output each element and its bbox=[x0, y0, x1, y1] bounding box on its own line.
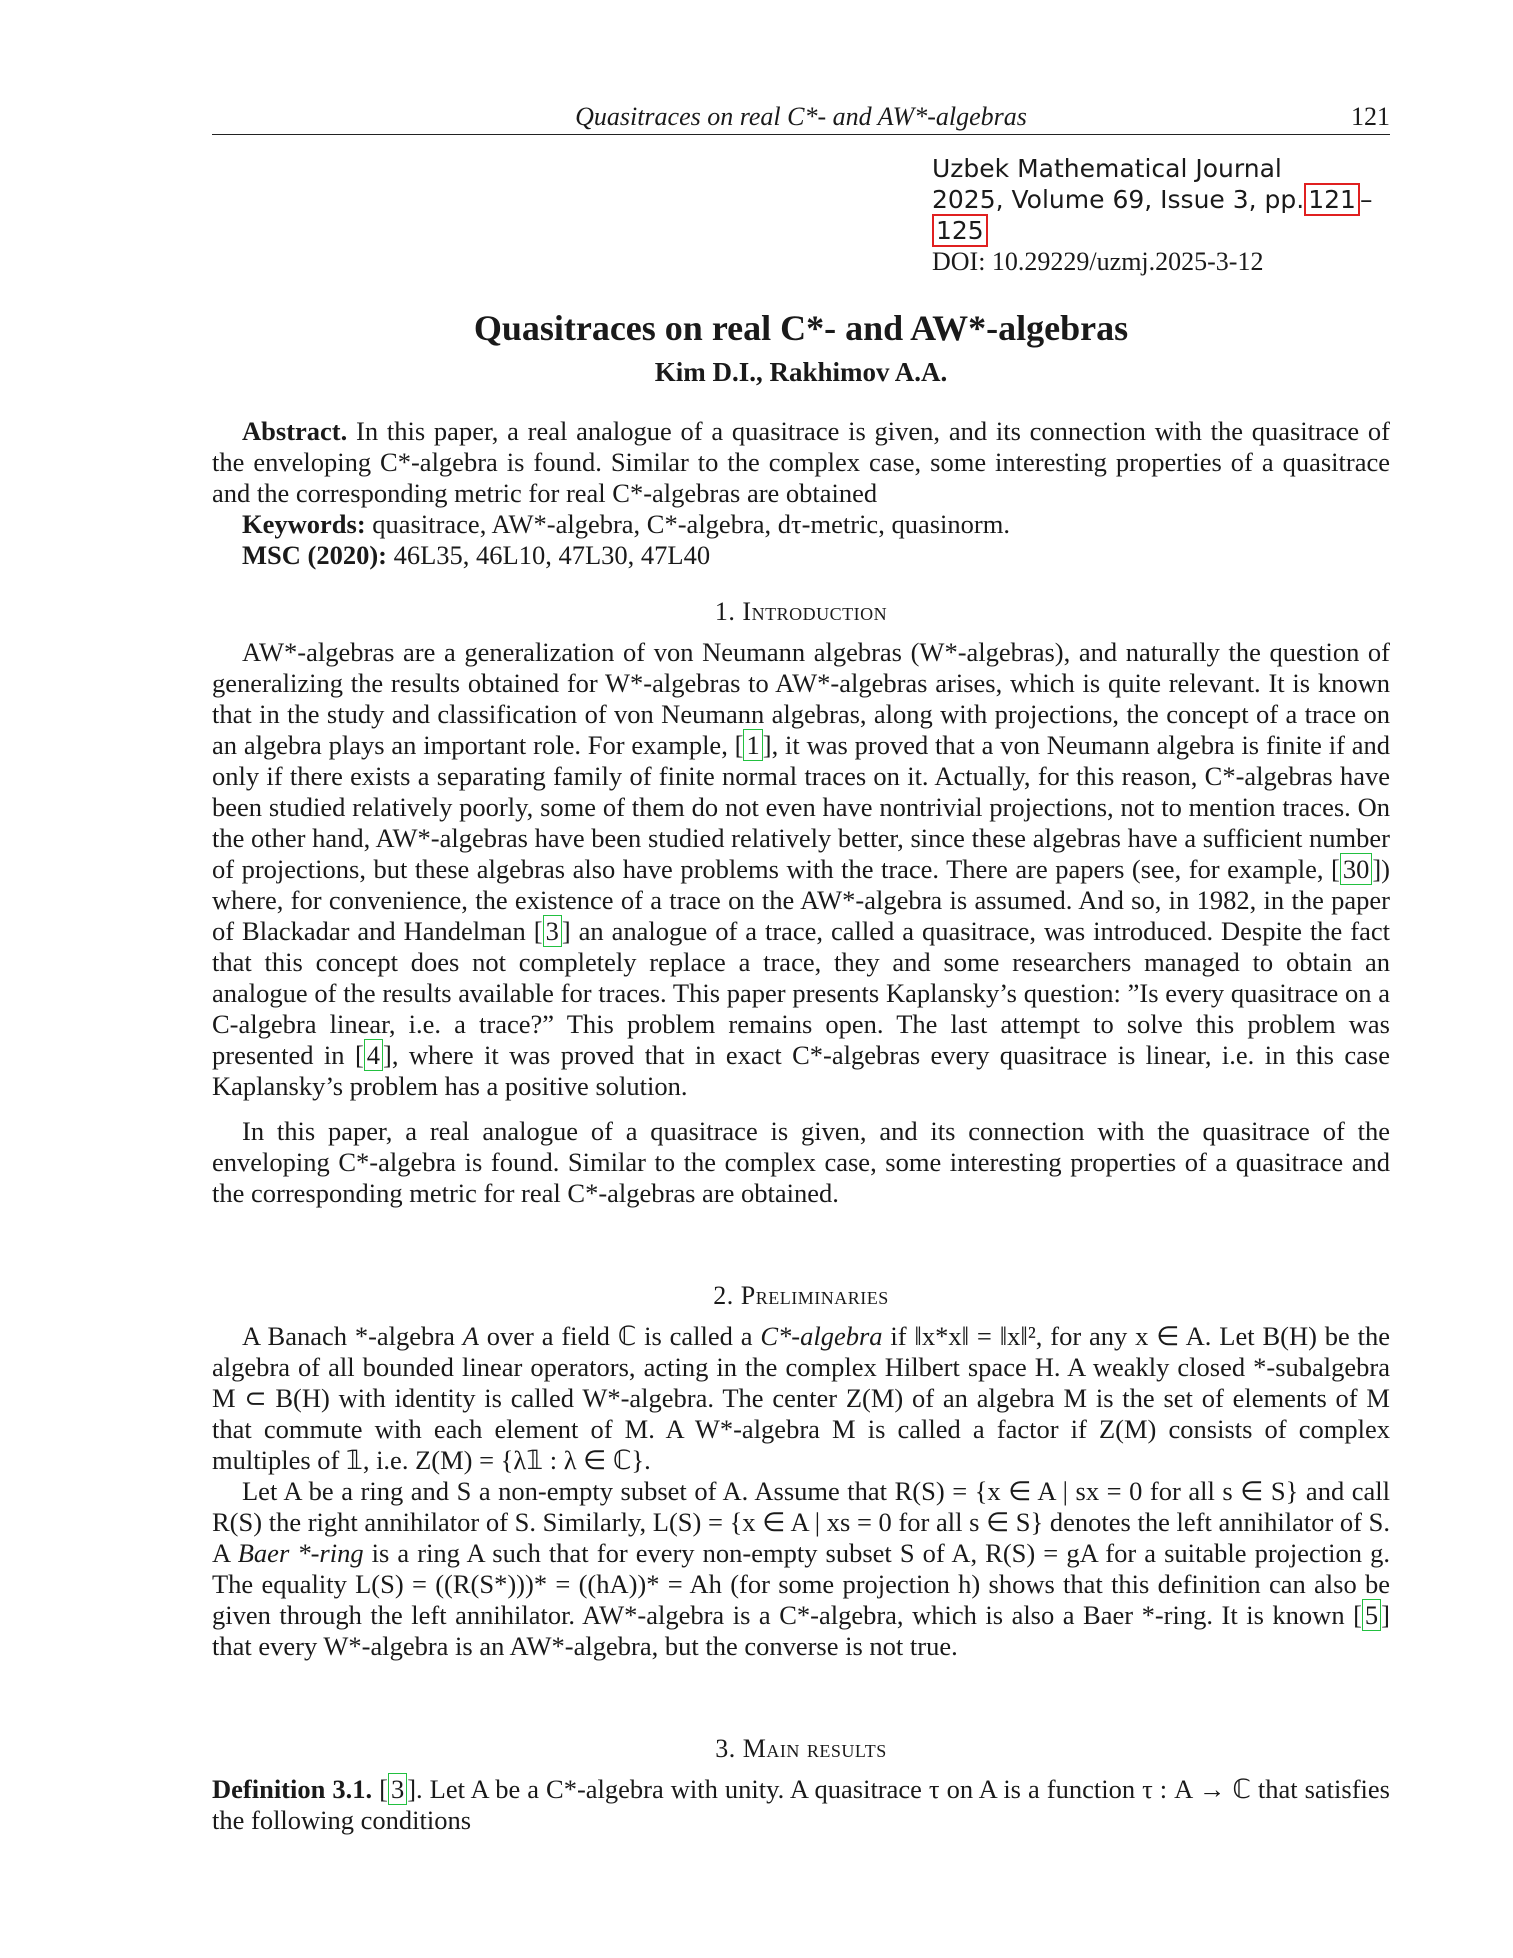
intro-paragraph-1: AW*-algebras are a generalization of von Neumann algebras (W*-algebras), and naturally the question of generalizing the results obtained for W*-algebras to AW*-algebras arises, which is quite relevant. It is known that in the study and classification of von Neumann algebras, along with projections, the concept of a trace on an algebra plays an important role. For example, [ 1 ], it was proved that a von Neumann algebra is finite if and only if there exists a separating family of finite normal traces on it. Actually, for this reason, C*-algebras have been studied relatively poorly, some of them do not even have nontrivial projections, not to mention traces. On the other hand, AW*-algebras have been studied relatively better, since these algebras have a sufficient number of projections, but these algebras also have problems with the trace. There are papers (see, for example, [ 30 ]) where, for convenience, the existence of a trace on the AW*-algebra is assumed. And so, in 1982, in the paper of Blackadar and Handelman [ 3 ] an analogue of a trace, called a quasitrace, was introduced. Despite the fact that this concept does not completely replace a trace, they and some researchers managed to obtain an analogue of the results available for traces. This paper presents Kaplansky’s question: ”Is every quasitrace on a C-algebra linear, i.e. a trace?” This problem remains open. The last attempt to solve this problem was presented in [ 4 ], where it was proved that in exact C*-algebras every quasitrace is linear, i.e. in this case Kaplansky’s problem has a positive solution. bbox=[212, 637, 1390, 1101]
citation-link[interactable]: 1 bbox=[743, 729, 762, 761]
running-head bbox=[212, 100, 1390, 135]
citation-link[interactable]: 3 bbox=[543, 915, 562, 947]
page-separator: – bbox=[1359, 185, 1373, 214]
doi: DOI: 10.29229/uzmj.2025-3-12 bbox=[932, 247, 1264, 276]
intro-text: , it was proved that a von Neumann algebra is finite if and only if there exists a separating family of finite normal traces on it. Actually, for this reason, C*-algebras have been studied relatively poorly, some of them do not even have nontrivial projections, not to mention traces. On the other hand, AW*-algebras have been studied relatively better, since these algebras have a sufficient number of projections, but these algebras also have problems with the trace. There are papers (see, for example, bbox=[212, 730, 1390, 884]
msc-line bbox=[212, 540, 1390, 571]
prelim-text: Let A be a ring and S a non-empty subset of A. Assume that R(S) = {x ∈ A | sx = 0 for all s ∈ S} and call R(S) the right annihilator of S. Similarly, L(S) = {x ∈ A | xs = 0 for all s ∈ S} denotes the left annihilator of S. A bbox=[212, 1476, 1390, 1568]
section-spacer bbox=[212, 1209, 1390, 1255]
intro-paragraph-2: In this paper, a real analogue of a quasitrace is given, and its connection with the quasitrace of the enveloping C*-algebra is found. Similar to the complex case, some interesting properties of a quasitrace and the corresponding metric for real C*-algebras are obtained. bbox=[212, 1116, 1390, 1208]
paper-title: Quasitraces on real C*- and AW*-algebras bbox=[473, 308, 1129, 348]
journal-issue bbox=[932, 184, 1390, 246]
page-start-link[interactable]: 121 bbox=[1304, 183, 1360, 216]
prelim-paragraph-2: Let A be a ring and S a non-empty subset of A. Assume that R(S) = {x ∈ A | sx = 0 for all s ∈ S} and call R(S) the right annihilator of S. Similarly, L(S) = {x ∈ A | xs = 0 for all s ∈ S} denotes the left annihilator of S. A Baer *-ring is a ring A such that for every non-empty subset S of A, R(S) = gA for a suitable projection g. The equality L(S) = ((R(S*)))* = ((hA))* = Ah (for some projection h) shows that this definition can also be given through the left annihilator. AW*-algebra is a C*-algebra, which is also a Baer *-ring. It is known [ 5 ] that every W*-algebra is an AW*-algebra, but the converse is not true. bbox=[212, 1476, 1390, 1661]
intro-text: AW*-algebras are a generalization of von Neumann algebras (W*-algebras), and naturally the question of generalizing the results obtained for W*-algebras to AW*-algebras arises, which is quite relevant. It is known that in the study and classification of von Neumann algebras, along with projections, the concept of a trace on an algebra plays an important role. For example, bbox=[212, 637, 1390, 760]
page-number: 121 bbox=[1351, 102, 1390, 131]
abstract-text: In this paper, a real analogue of a quasitrace is given, and its connection with the quasitrace of the enveloping C*-algebra is found. Similar to the complex case, some interesting properties of a quasitrace and the corresponding metric for real C*-algebras are obtained bbox=[212, 416, 1390, 508]
prelim-text: that every W*-algebra is an AW*-algebra, but the converse is not true. bbox=[212, 1631, 958, 1661]
section-heading-main-results: 3. Main results bbox=[715, 1734, 887, 1763]
keywords-label: Keywords: bbox=[242, 509, 366, 539]
definition-label: Definition 3.1. bbox=[212, 1774, 373, 1804]
intro-text: ) where, for convenience, the existence of a trace on the AW*-algebra is assumed. And so, in 1982, in the paper of Blackadar and Handelman bbox=[212, 854, 1390, 946]
citation-link[interactable]: 3 bbox=[388, 1773, 407, 1805]
section-heading-preliminaries: 2. Preliminaries bbox=[713, 1281, 889, 1310]
journal-name: Uzbek Mathematical Journal bbox=[932, 154, 1282, 183]
definition-3-1: Definition 3.1. [ 3 ]. Let A be a C*-algebra with unity. A quasitrace τ on A is a function τ : A → ℂ that satisfies the following conditions bbox=[212, 1774, 1390, 1835]
journal-issue-prefix: 2025, Volume 69, Issue 3, pp. bbox=[932, 185, 1305, 214]
page-end-link[interactable]: 125 bbox=[932, 214, 988, 247]
prelim-text: over a field ℂ is called a bbox=[478, 1321, 761, 1351]
preliminaries bbox=[212, 1321, 1390, 1662]
citation-link[interactable]: 4 bbox=[364, 1039, 383, 1071]
term-cstar-algebra: C*-algebra bbox=[760, 1321, 883, 1351]
intro-text: , where it was proved that in exact C*-algebras every quasitrace is linear, i.e. in this case Kaplansky’s problem has a positive solution. bbox=[212, 1040, 1390, 1101]
intro-text: an analogue of a trace, called a quasitrace, was introduced. Despite the fact that this concept does not completely replace a trace, they and some researchers managed to obtain an analogue of the results available for traces. This paper presents Kaplansky’s question: ”Is every quasitrace on a C-algebra linear, i.e. a trace?” This problem remains open. The last attempt to solve this problem was presented in bbox=[212, 916, 1390, 1070]
running-title: Quasitraces on real C*- and AW*-algebras bbox=[575, 102, 1027, 131]
definition-text: . Let A be a C*-algebra with unity. A quasitrace τ on A is a function τ : A → ℂ that satisfies the following conditions bbox=[212, 1774, 1390, 1835]
abstract bbox=[212, 416, 1390, 571]
msc-label: MSC (2020): bbox=[242, 540, 387, 570]
citation-link[interactable]: 30 bbox=[1340, 853, 1373, 885]
prelim-text: is a ring A such that for every non-empty subset S of A, R(S) = gA for a suitable projection g. The equality L(S) = ((R(S*)))* = ((hA))* = Ah (for some projection h) shows that this definition can also be given through the left annihilator. AW*-algebra is a C*-algebra, which is also a Baer *-ring. It is known bbox=[212, 1538, 1390, 1630]
section-spacer bbox=[212, 1662, 1390, 1708]
abstract-label: Abstract. bbox=[242, 416, 348, 446]
paper-authors: Kim D.I., Rakhimov A.A. bbox=[654, 357, 948, 387]
abstract-paragraph bbox=[212, 416, 1390, 509]
section-heading-introduction: 1. Introduction bbox=[714, 597, 888, 626]
prelim-text: if ‖x*x‖ = ‖x‖², for any x ∈ A. Let B(H) be the algebra of all bounded linear operators, acting in the complex Hilbert space H. A weakly closed *-subalgebra M ⊂ B(H) with identity is called W*-algebra. The center Z(M) of an algebra M is the set of elements of M that commute with each element of M. A W*-algebra M is called a factor if Z(M) consists of complex multiples of 𝟙, i.e. Z(M) = {λ𝟙 : λ ∈ ℂ}. bbox=[212, 1321, 1390, 1475]
keywords-line bbox=[212, 509, 1390, 540]
msc-text: 46L35, 46L10, 47L30, 47L40 bbox=[387, 540, 711, 570]
keywords-text: quasitrace, AW*-algebra, C*-algebra, dτ-metric, quasinorm. bbox=[365, 509, 1010, 539]
prelim-paragraph-1 bbox=[212, 1321, 1390, 1476]
term-baer-ring: Baer *-ring bbox=[237, 1538, 364, 1568]
journal-info bbox=[932, 153, 1390, 277]
paper-page bbox=[212, 100, 1390, 1836]
prelim-text: A Banach *-algebra bbox=[242, 1321, 463, 1351]
math-symbol: A bbox=[462, 1321, 479, 1351]
citation-link[interactable]: 5 bbox=[1362, 1599, 1381, 1631]
